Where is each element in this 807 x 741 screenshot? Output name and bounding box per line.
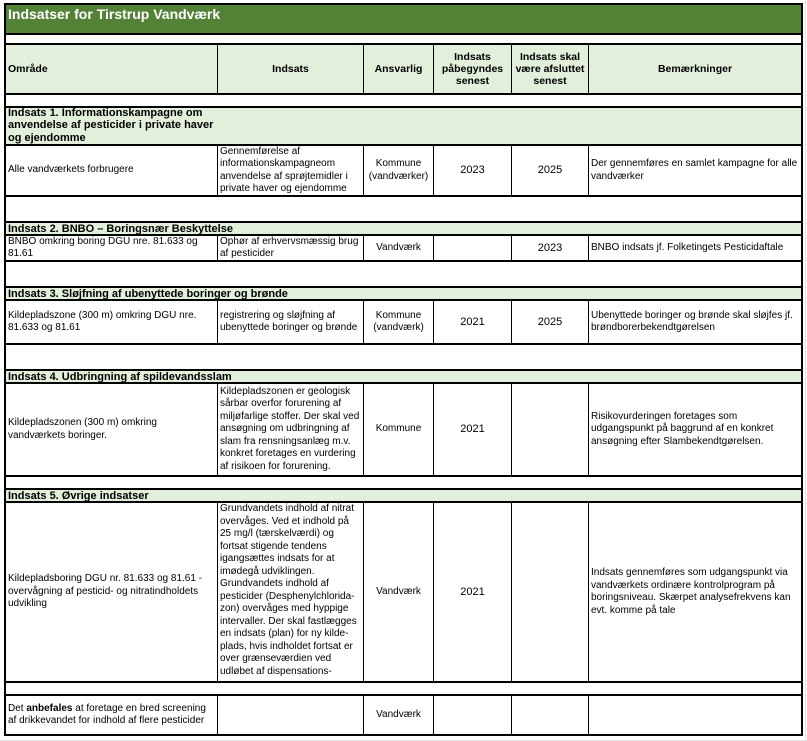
cell-omraade[interactable]	[6, 696, 218, 734]
cell-afsluttet[interactable]: 2025	[512, 146, 589, 195]
cell-afsluttet[interactable]	[512, 696, 589, 734]
table-row	[6, 696, 801, 736]
title-row	[6, 3, 801, 33]
blank-row	[6, 33, 801, 45]
blank-row	[6, 197, 801, 223]
section-header-4	[6, 371, 801, 384]
cell-paabegyndes[interactable]: 2023	[434, 146, 512, 195]
cell-bemaerkninger[interactable]: Ubenyttede boringer og brønde skal sløjfes jf. brøndborerbekendtgørelsen	[591, 309, 793, 333]
table-row	[6, 236, 801, 262]
cell-paabegyndes[interactable]	[434, 696, 512, 734]
header-indsats[interactable]: Indsats	[218, 45, 364, 93]
cell-indsats[interactable]: registrering og sløjfning af ubenyttede boringer og brønde	[218, 301, 364, 343]
cell-ansvarlig[interactable]: Kommune (vandværker)	[364, 146, 434, 195]
cell-indsats[interactable]: Gennemførelse af informationskampagneom anvendelse af sprøjtemidler i private haver og ejendomme	[218, 146, 364, 195]
header-paabegyndes[interactable]: Indsats påbegyndes senest	[434, 45, 512, 93]
omraade-text-pre: Det	[8, 702, 27, 714]
cell-omraade[interactable]: Kildepladsboring DGU nr. 81.633 og 81.61 - overvågning af pesticid- og nitratindholdets udvikling	[6, 503, 218, 681]
section-title[interactable]: Indsats 1. Informationskampagne om anvendelse af pesticider i private haver og ejendomme	[8, 106, 214, 144]
omraade-text-bold: anbefales	[26, 702, 73, 714]
header-omraade[interactable]: Område	[6, 45, 218, 93]
cell-omraade[interactable]: Alle vandværkets forbrugere	[6, 146, 218, 195]
cell-ansvarlig[interactable]: Vandværk	[364, 236, 434, 260]
cell-afsluttet[interactable]: 2023	[512, 236, 589, 260]
cell-ansvarlig[interactable]: Vandværk	[364, 696, 434, 734]
section-header-2	[6, 223, 801, 236]
blank-row	[6, 345, 801, 371]
sheet-title: Indsatser for Tirstrup Vandværk	[8, 6, 221, 22]
table-row	[6, 384, 801, 477]
blank-row	[6, 683, 801, 696]
section-header-5	[6, 490, 801, 503]
header-row	[6, 45, 801, 95]
cell-bemaerkninger[interactable]: BNBO indsats jf. Folketingets Pesticidaftale	[591, 241, 784, 253]
cell-indsats[interactable]: Kildepladszonen er geologisk sårbar overfor forurening af miljøfarlige stoffer. Der skal ved ansøgning om udbringning af slam fra rensningsanlæg m.v. konkret foretages en vurdering af risikoen for forurening.	[218, 384, 364, 475]
indsats-sheet	[4, 3, 803, 736]
cell-omraade[interactable]: Kildepladszone (300 m) omkring DGU nre. 81.633 og 81.61	[6, 301, 218, 343]
cell-ansvarlig[interactable]: Kommune	[364, 384, 434, 475]
blank-row	[6, 262, 801, 288]
cell-indsats[interactable]: Ophør af erhvervsmæssig brug af pesticider	[218, 236, 364, 260]
cell-paabegyndes[interactable]: 2021	[434, 384, 512, 475]
header-ansvarlig[interactable]: Ansvarlig	[364, 45, 434, 93]
cell-afsluttet[interactable]	[512, 384, 589, 475]
cell-paabegyndes[interactable]: 2021	[434, 503, 512, 681]
table-row	[6, 503, 801, 683]
cell-afsluttet[interactable]	[512, 503, 589, 681]
section-header-3	[6, 288, 801, 301]
section-header-1	[6, 108, 801, 146]
cell-omraade[interactable]: Kildepladszonen (300 m) omkring vandværkets boringer.	[6, 384, 218, 475]
cell-afsluttet[interactable]: 2025	[512, 301, 589, 343]
cell-paabegyndes[interactable]: 2021	[434, 301, 512, 343]
header-bemaerkninger[interactable]: Bemærkninger	[657, 63, 733, 75]
table-row	[6, 146, 801, 197]
section-title[interactable]: Indsats 2. BNBO – Boringsnær Beskyttelse	[8, 223, 233, 235]
table-row	[6, 301, 801, 345]
section-title[interactable]: Indsats 5. Øvrige indsatser	[8, 490, 149, 502]
cell-bemaerkninger[interactable]: Indsats gennemføres som udgangspunkt via vandværkets ordinære kontrolprogram på boringsniveau. Skærpet analysefrekvens kan evt. komme på tale	[591, 567, 791, 616]
cell-omraade[interactable]: BNBO omkring boring DGU nre. 81.633 og 81.61	[6, 236, 218, 260]
cell-ansvarlig[interactable]: Vandværk	[364, 503, 434, 681]
cell-ansvarlig[interactable]: Kommune (vandværk)	[364, 301, 434, 343]
section-title[interactable]: Indsats 4. Udbringning af spildevandsslam	[8, 371, 232, 383]
cell-bemaerkninger[interactable]: Der gennemføres en samlet kampagne for alle vandværker	[591, 158, 798, 182]
cell-bemaerkninger[interactable]: Risikovurderingen foretages som udgangspunkt på baggrund af en konkret ansøgning efter Slambekendtgørelsen.	[591, 410, 774, 447]
omraade-text-post: at foretage en bred screening af drikkevandet for indhold af flere pesticider	[8, 702, 206, 726]
cell-indsats[interactable]: Grundvandets indhold af nitrat overvåges. Ved et indhold på 25 mg/l (tærskelværdi) og fortsat stigende tendens igangsættes indsats for at imødegå udviklingen. Grundvandets indhold af pesticider (Desphenylchlorida-zon) overvåges med hyppige intervaller. Der skal fastlægges en indsats (plan) for ny kilde-plads, hvis indholdet fortsat er over grænseværdien ved udløbet af dispensations-	[218, 503, 364, 681]
section-title[interactable]: Indsats 3. Sløjfning af ubenyttede boringer og brønde	[8, 288, 288, 300]
header-afsluttet[interactable]: Indsats skal være afsluttet senest	[512, 45, 589, 93]
cell-paabegyndes[interactable]	[434, 236, 512, 260]
cell-indsats[interactable]	[218, 696, 364, 734]
blank-row	[6, 477, 801, 490]
cell-bemaerkninger[interactable]	[589, 696, 801, 734]
